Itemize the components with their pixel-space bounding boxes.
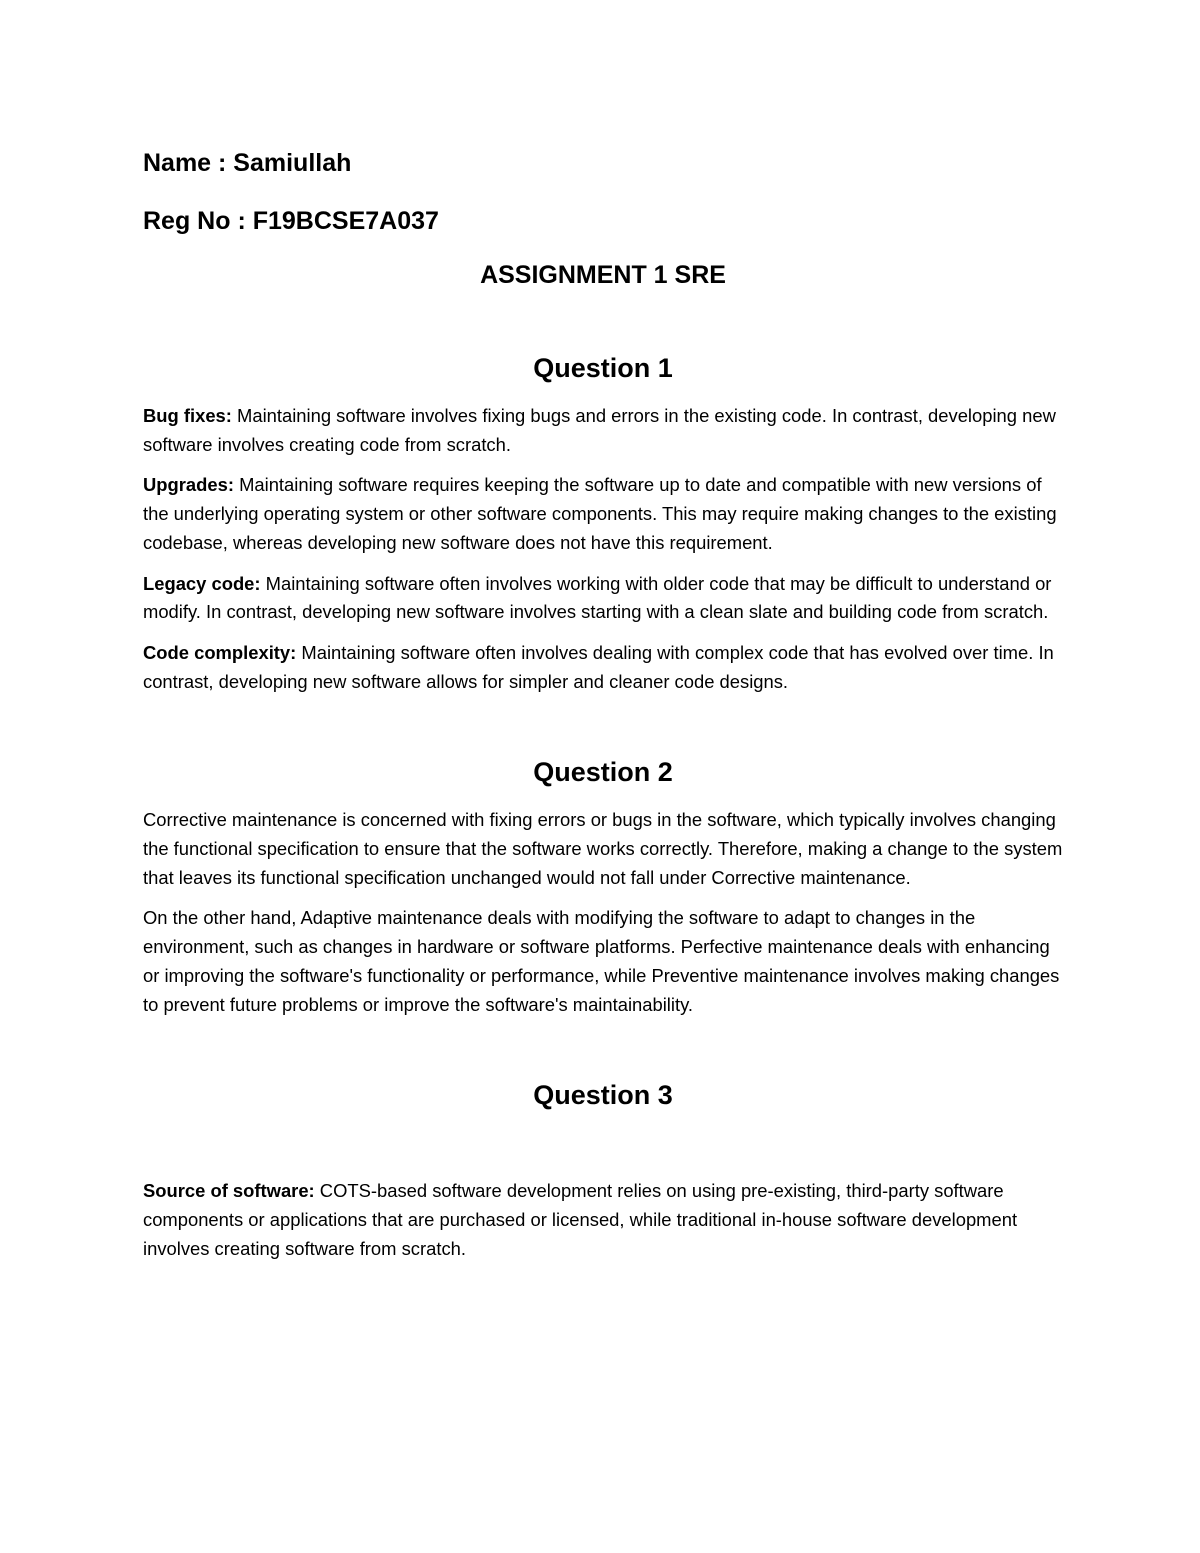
paragraph-text: COTS-based software development relies on using pre-existing, third-party software components or applications that are purchased or licensed, while traditional in-house software development involves creating software from scratch.	[143, 1180, 1018, 1259]
question-1-section	[143, 348, 1063, 696]
paragraph-text: Maintaining software requires keeping the software up to date and compatible with new versions of the underlying operating system or other software components. This may require making changes to the existing codebase, whereas developing new software does not have this requirement.	[143, 474, 1057, 553]
paragraph-text: Maintaining software involves fixing bugs and errors in the existing code. In contrast, developing new software involves creating code from scratch.	[143, 405, 1056, 455]
paragraph-text: Maintaining software often involves working with older code that may be difficult to understand or modify. In contrast, developing new software involves starting with a clean slate and building code from scratch.	[143, 572, 1052, 623]
registration-number: Reg No : F19BCSE7A037	[143, 207, 439, 235]
term-label: Legacy code:	[143, 572, 261, 594]
q1-paragraph-bug-fixes	[143, 402, 1063, 459]
document-page	[143, 140, 1063, 1263]
student-name: Name : Samiullah	[143, 149, 352, 177]
term-label: Code complexity:	[143, 641, 297, 663]
q2-paragraph-other-types: On the other hand, Adaptive maintenance deals with modifying the software to adapt to changes in the environment, such as changes in hardware or software platforms. Perfective maintenance deals with enhancing or improving the software's functionality or performance, while Preventive maintenance involves making changes to prevent future problems or improve the software's maintainability.	[143, 907, 1060, 1015]
q1-paragraph-code-complexity	[143, 639, 1063, 696]
assignment-title: ASSIGNMENT 1 SRE	[480, 261, 726, 289]
q1-paragraph-legacy-code	[143, 570, 1063, 627]
q3-paragraph-source-of-software	[143, 1177, 1063, 1263]
q2-paragraph-corrective: Corrective maintenance is concerned with fixing errors or bugs in the software, which typically involves changing the functional specification to ensure that the software works correctly. Therefore, making a change to the system that leaves its functional specification unchanged would not fall under Corrective maintenance.	[143, 809, 1063, 888]
term-label: Bug fixes:	[143, 405, 232, 426]
question-3-section	[143, 1075, 1063, 1263]
term-label: Source of software:	[143, 1180, 315, 1202]
term-label: Upgrades:	[143, 474, 234, 496]
question-1-heading: Question 1	[533, 353, 673, 383]
question-2-section	[143, 752, 1063, 1019]
question-3-heading: Question 3	[533, 1080, 673, 1111]
q1-paragraph-upgrades	[143, 471, 1063, 557]
paragraph-text: Maintaining software often involves dealing with complex code that has evolved over time. In contrast, developing new software allows for simpler and cleaner code designs.	[143, 641, 1054, 692]
question-2-heading: Question 2	[533, 757, 673, 788]
